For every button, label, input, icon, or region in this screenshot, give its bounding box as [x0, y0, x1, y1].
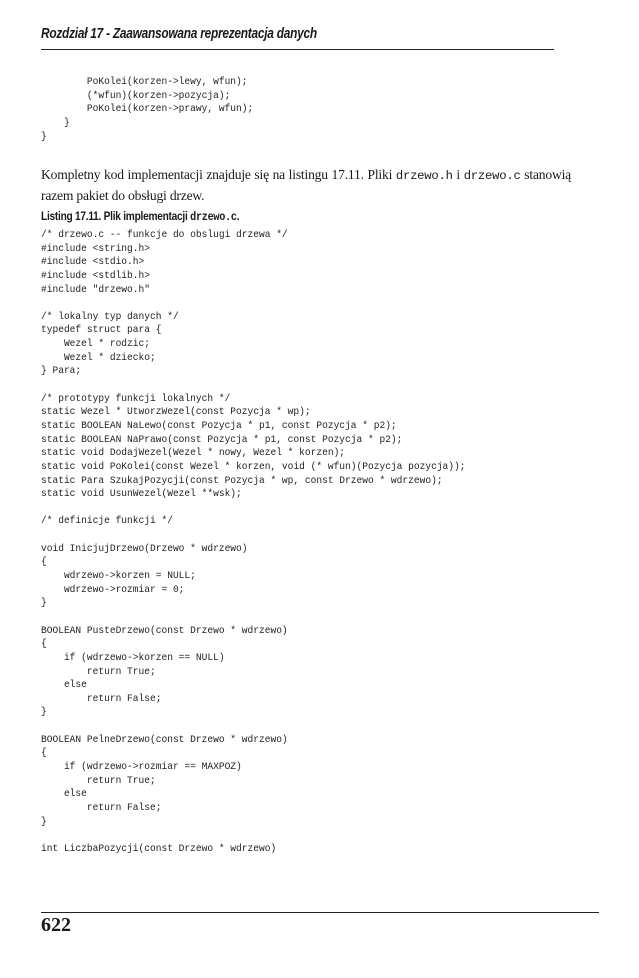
code-line: wdrzewo->rozmiar = 0;	[41, 583, 185, 596]
code-line: #include <string.h>	[41, 242, 151, 255]
code-line: int LiczbaPozycji(const Drzewo * wdrzewo)	[41, 842, 277, 855]
code-line: #include "drzewo.h"	[41, 283, 151, 296]
code-line: #include <stdlib.h>	[41, 269, 151, 282]
listing-caption-suffix: .	[236, 209, 240, 223]
code-line: static BOOLEAN NaPrawo(const Pozycja * p1, const Pozycja * p2);	[41, 433, 403, 446]
code-line: } Para;	[41, 365, 82, 378]
code-line: }	[41, 706, 47, 719]
code-line: static void PoKolei(const Wezel * korzen, void (* wfun)(Pozycja pozycja));	[41, 460, 466, 473]
code-line	[41, 611, 466, 625]
code-line: void InicjujDrzewo(Drzewo * wdrzewo)	[41, 542, 248, 555]
paragraph-text-3: stanowią razem pakiet do obsługi drzew.	[41, 167, 571, 203]
file-name-source: drzewo.c	[463, 169, 521, 183]
page-number: 622	[41, 914, 71, 936]
header-divider	[41, 49, 554, 50]
code-line: (*wfun)(korzen->pozycja);	[41, 89, 231, 102]
code-line	[41, 297, 466, 311]
code-line: return True;	[41, 774, 156, 787]
code-line: if (wdrzewo->korzen == NULL)	[41, 651, 225, 664]
code-line: PoKolei(korzen->lewy, wfun);	[41, 76, 248, 88]
code-line: else	[41, 788, 87, 801]
code-line: return True;	[41, 665, 156, 678]
code-line: {	[41, 747, 47, 760]
code-line: }	[41, 116, 70, 129]
code-line: Wezel * rodzic;	[41, 338, 151, 351]
listing-caption	[41, 209, 239, 224]
body-paragraph	[41, 165, 571, 205]
code-line: static void UsunWezel(Wezel **wsk);	[41, 488, 242, 501]
code-line: static Wezel * UtworzWezel(const Pozycja * wp);	[41, 406, 311, 419]
code-line: typedef struct para {	[41, 324, 162, 337]
paragraph-text-2: i	[452, 167, 464, 182]
listing-caption-file: drzewo.c	[190, 210, 237, 224]
footer-divider	[41, 912, 599, 913]
code-line: wdrzewo->korzen = NULL;	[41, 570, 196, 583]
listing-caption-label: Listing 17.11. Plik implementacji	[41, 209, 191, 223]
code-line: /* prototypy funkcji lokalnych */	[41, 392, 231, 405]
code-line	[41, 379, 466, 393]
code-line: #include <stdio.h>	[41, 256, 145, 269]
code-line: Wezel * dziecko;	[41, 351, 156, 364]
code-line	[41, 720, 466, 734]
code-line: }	[41, 597, 47, 610]
code-listing	[41, 229, 466, 856]
code-line: /* drzewo.c -- funkcje do obslugi drzewa */	[41, 229, 288, 241]
code-line: static void DodajWezel(Wezel * nowy, Wezel * korzen);	[41, 447, 346, 460]
code-line: return False;	[41, 801, 162, 814]
code-line: /* definicje funkcji */	[41, 515, 173, 528]
code-line: }	[41, 130, 47, 143]
code-snippet-top	[41, 76, 253, 144]
running-header: Rozdział 17 - Zaawansowana reprezentacja danych	[41, 26, 317, 42]
paragraph-text-1: Kompletny kod implementacji znajduje się na listingu 17.11. Pliki	[41, 167, 396, 182]
code-line: {	[41, 556, 47, 569]
code-line: return False;	[41, 692, 162, 705]
code-line: static Para SzukajPozycji(const Pozycja * wp, const Drzewo * wdrzewo);	[41, 474, 443, 487]
file-name-header: drzewo.h	[395, 169, 453, 183]
code-line	[41, 529, 466, 543]
code-line: else	[41, 679, 87, 692]
code-line: {	[41, 638, 47, 651]
code-line: if (wdrzewo->rozmiar == MAXPOZ)	[41, 760, 242, 773]
code-line: BOOLEAN PelneDrzewo(const Drzewo * wdrzewo)	[41, 733, 288, 746]
code-line: static BOOLEAN NaLewo(const Pozycja * p1, const Pozycja * p2);	[41, 419, 397, 432]
code-line: }	[41, 815, 47, 828]
code-line: PoKolei(korzen->prawy, wfun);	[41, 103, 254, 116]
code-line	[41, 829, 466, 843]
code-line	[41, 502, 466, 516]
code-line: /* lokalny typ danych */	[41, 310, 179, 323]
code-line: BOOLEAN PusteDrzewo(const Drzewo * wdrzewo)	[41, 624, 288, 637]
